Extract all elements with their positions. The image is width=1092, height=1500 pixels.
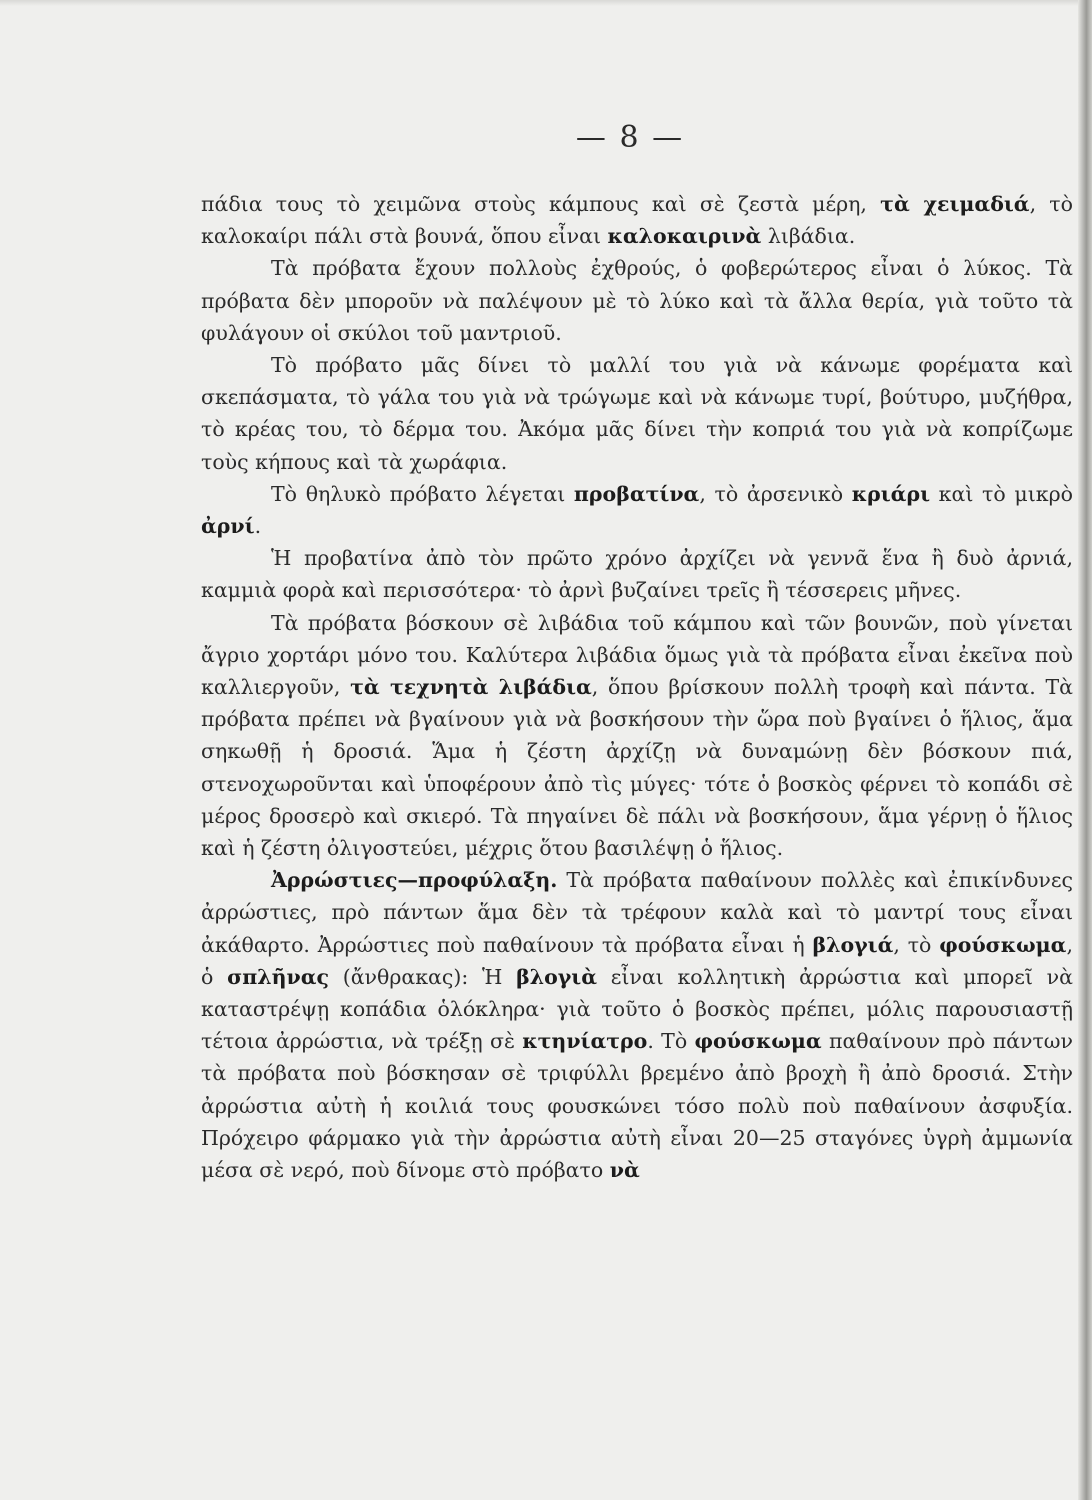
text-run: πάδια τους τὸ χειμῶνα στοὺς κάμπους καὶ σὲ ζεστὰ μέρη, bbox=[201, 192, 881, 216]
text-run: παθαίνουν πρὸ πάντων τὰ πρόβατα ποὺ βόσκησαν σὲ τριφύλλι βρεμένο ἀπὸ βροχὴ ἢ ἀπὸ δροσιά. Στὴν ἀρρώστια αὐτὴ ἡ κοιλιά τους φουσκώνει τόσο πολὺ ποὺ παθαίνουν ἀσφυξία. Πρόχειρο φάρμακο γιὰ τὴν ἀρρώστια αὐτὴ εἶναι 20—25 σταγόνες ὑγρὴ ἀμμωνία μέσα σὲ νερό, ποὺ δίνομε στὸ πρόβατο bbox=[201, 1029, 1073, 1183]
text-run: Τὰ πρόβατα βόσκουν σὲ λιβάδια τοῦ κάμπου καὶ τῶν βουνῶν, ποὺ γίνεται ἄγριο χορτάρι μόνο του. Καλύτερα λιβάδια ὅμως γιὰ τὰ πρόβατα εἶναι ἐκεῖνα ποὺ καλλιεργοῦν, bbox=[201, 610, 1073, 700]
bold-term: νὰ bbox=[609, 1158, 640, 1183]
bold-term: ἀρνί bbox=[201, 514, 255, 539]
bold-term: φούσκωμα bbox=[694, 1029, 822, 1054]
bold-term: τὰ χειμαδιά bbox=[880, 192, 1030, 216]
bold-term: προβατίνα bbox=[573, 481, 700, 506]
text-run: . bbox=[254, 514, 262, 539]
page-number: — 8 — bbox=[575, 120, 685, 155]
body-text bbox=[201, 188, 1073, 1186]
text-run: Ἡ προβατίνα ἀπὸ τὸν πρῶτο χρόνο ἀρχίζει νὰ γεννᾶ ἕνα ἢ δυὸ ἀρνιά, καμμιὰ φορὰ καὶ περισσότερα· τὸ ἀρνὶ βυζαίνει τρεῖς ἢ τέσσερεις μῆνες. bbox=[201, 546, 1073, 603]
text-run: . Τὸ bbox=[647, 1029, 695, 1054]
bold-term: τὰ τεχνητὰ λιβάδια bbox=[350, 675, 592, 700]
bold-term: βλογιά bbox=[812, 932, 894, 957]
page-binding-edge bbox=[1078, 0, 1092, 1500]
paragraph bbox=[201, 252, 1073, 349]
text-run: , ὁ bbox=[201, 932, 1073, 989]
text-run: , τὸ bbox=[893, 932, 940, 957]
text-run: Τὰ πρόβατα ἔχουν πολλοὺς ἐχθρούς, ὁ φοβερώτερος εἶναι ὁ λύκος. Τὰ πρόβατα δὲν μποροῦν νὰ παλέψουν μὲ τὸ λύκο καὶ τὰ ἄλλα θερία, γιὰ τοῦτο τὰ φυλάγουν οἱ σκύλοι τοῦ μαντριοῦ. bbox=[201, 256, 1073, 345]
bold-term: κτηνίατρο bbox=[522, 1029, 648, 1054]
text-run: εἶναι κολλητικὴ ἀρρώστια καὶ μπορεῖ νὰ καταστρέψῃ κοπάδια ὁλόκληρα· γιὰ τοῦτο ὁ βοσκὸς πρέπει, μόλις παρουσιαστῇ τέτοια ἀρρώστια, νὰ τρέξῃ σὲ bbox=[201, 964, 1073, 1054]
text-run: λιβάδια. bbox=[761, 224, 856, 249]
text-run: , τὸ ἀρσενικὸ bbox=[699, 481, 852, 506]
text-run: Τὸ θηλυκὸ πρόβατο λέγεται bbox=[271, 481, 574, 506]
text-run: Τὰ πρόβατα παθαίνουν πολλὲς καὶ ἐπικίνδυνες ἀρρώστιες, πρὸ πάντων ἅμα δὲν τὰ τρέφουν καλὰ καὶ τὸ μαντρί τους εἶναι ἀκάθαρτο. Ἀρρώστιες ποὺ παθαίνουν τὰ πρόβατα εἶναι ἡ bbox=[201, 868, 1073, 957]
bold-term: κριάρι bbox=[851, 481, 930, 506]
paragraph bbox=[201, 349, 1073, 478]
text-run: , ὅπου βρίσκουν πολλὴ τροφὴ καὶ πάντα. Τὰ πρόβατα πρέπει νὰ βγαίνουν γιὰ νὰ βοσκήσουν τὴν ὥρα ποὺ βγαίνει ὁ ἥλιος, ἅμα σηκωθῇ ἡ δροσιά. Ἅμα ἡ ζέστη ἀρχίζῃ νὰ δυναμώνῃ δὲν βόσκουν πιά, στενοχωροῦνται καὶ ὑποφέρουν ἀπὸ τὶς μύγες· τότε ὁ βοσκὸς φέρνει τὸ κοπάδι σὲ μέρος δροσερὸ καὶ σκιερό. Τὰ πηγαίνει δὲ πάλι νὰ βοσκήσουν, ἅμα γέρνῃ ὁ ἥλιος καὶ ἡ ζέστη ὀλιγοστεύει, μέχρις ὅτου βασιλέψῃ ὁ ἥλιος. bbox=[201, 675, 1073, 861]
text-run: Τὸ πρόβατο μᾶς δίνει τὸ μαλλί του γιὰ νὰ κάνωμε φορέματα καὶ σκεπάσματα, τὸ γάλα του γιὰ νὰ τρώγωμε καὶ νὰ κάνωμε τυρί, βούτυρο, μυζήθρα, τὸ κρέας του, τὸ δέρμα του. Ἀκόμα μᾶς δίνει τὴν κοπριά του γιὰ νὰ κοπρίζωμε τοὺς κήπους καὶ τὰ χωράφια. bbox=[201, 353, 1073, 474]
text-run: (ἄνθρακας): Ἡ bbox=[328, 964, 517, 989]
paragraph bbox=[201, 478, 1073, 542]
paragraph bbox=[201, 864, 1073, 1186]
text-run: , τὸ καλοκαίρι πάλι στὰ βουνά, ὅπου εἶναι bbox=[201, 192, 1073, 249]
bold-term: φούσκωμα bbox=[939, 932, 1067, 957]
text-run: καὶ τὸ μικρὸ bbox=[930, 481, 1073, 506]
paragraph bbox=[201, 542, 1073, 606]
bold-term: καλοκαιρινὰ bbox=[607, 224, 762, 249]
bold-term: σπλῆνας bbox=[227, 964, 329, 989]
paragraph bbox=[201, 188, 1073, 252]
bold-term: βλογιὰ bbox=[516, 964, 597, 989]
bold-term: Ἀρρώστιες—προφύλαξη. bbox=[271, 868, 558, 893]
page-top-edge bbox=[0, 0, 1092, 6]
paragraph bbox=[201, 607, 1073, 865]
